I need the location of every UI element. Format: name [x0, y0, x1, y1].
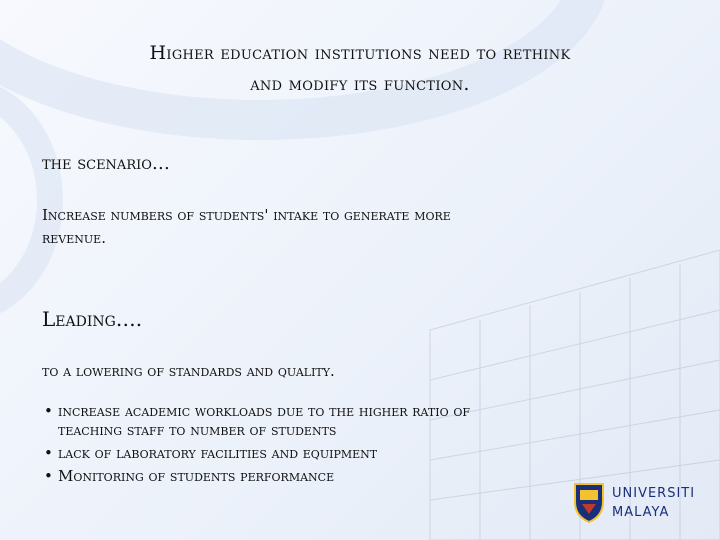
slide-title [0, 38, 720, 100]
bullet-text: Monitoring of students performance [58, 467, 335, 485]
bullet-item-monitoring [44, 467, 470, 486]
increase-paragraph [42, 204, 451, 250]
background-arc-left [0, 90, 50, 310]
logo-line-1: UNIVERSITI [612, 486, 696, 501]
bullet-text-continued: teaching staff to number of students [58, 421, 337, 439]
lowering-text: to a lowering of standards and quality. [42, 362, 335, 380]
bullet-item-laboratory [44, 444, 470, 463]
bullet-glyph: • [44, 402, 53, 420]
title-line-2: and modify its function. [250, 73, 470, 95]
scenario-heading: the scenario… [42, 153, 170, 174]
logo-text [612, 484, 695, 522]
title-line-1: Higher education institutions need to rethink [149, 42, 571, 64]
bullet-glyph: • [44, 444, 53, 462]
bullet-text: increase academic workloads due to the higher ratio of [58, 402, 471, 420]
bullet-item-workloads [44, 402, 470, 440]
logo-line-2: MALAYA [612, 505, 670, 520]
university-logo [572, 480, 712, 526]
leading-heading: Leading…. [42, 307, 143, 331]
increase-line-1: Increase numbers of students' intake to generate more [42, 206, 451, 224]
bullet-text: lack of laboratory facilities and equipment [58, 444, 378, 462]
bullet-glyph: • [44, 467, 53, 485]
crest-icon [572, 480, 606, 524]
increase-line-2: revenue. [42, 229, 106, 247]
bullet-list [44, 402, 470, 490]
